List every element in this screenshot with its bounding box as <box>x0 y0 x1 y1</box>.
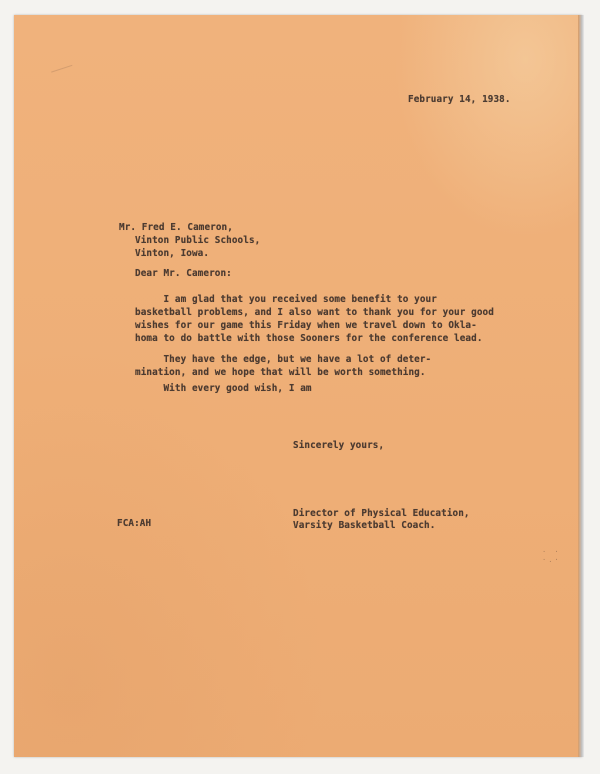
recipient-organization: Vinton Public Schools, <box>135 235 261 246</box>
signature-title-line: Varsity Basketball Coach. <box>293 520 436 531</box>
reference-initials: FCA:AH <box>117 518 152 529</box>
body-paragraph-3: With every good wish, I am <box>135 383 312 394</box>
salutation: Dear Mr. Cameron: <box>135 268 232 279</box>
paper-specks: · · ·.· <box>542 548 561 564</box>
letter-date: February 14, 1938. <box>408 94 511 105</box>
body-line: I am glad that you received some benefit to your <box>135 294 437 305</box>
body-line: wishes for our game this Friday when we travel down to Okla- <box>135 320 477 331</box>
recipient-location: Vinton, Iowa. <box>135 248 210 259</box>
recipient-name: Mr. Fred E. Cameron, <box>119 222 233 233</box>
body-line: mination, and we hope that will be worth something. <box>135 367 426 378</box>
body-line: They have the edge, but we have a lot of deter- <box>135 354 432 365</box>
closing: Sincerely yours, <box>293 440 385 451</box>
signature-title-line: Director of Physical Education, <box>293 508 470 519</box>
body-line: homa to do battle with those Sooners for the conference lead. <box>135 333 483 344</box>
body-line: basketball problems, and I also want to thank you for your good <box>135 307 494 318</box>
paper-edge <box>578 15 584 757</box>
